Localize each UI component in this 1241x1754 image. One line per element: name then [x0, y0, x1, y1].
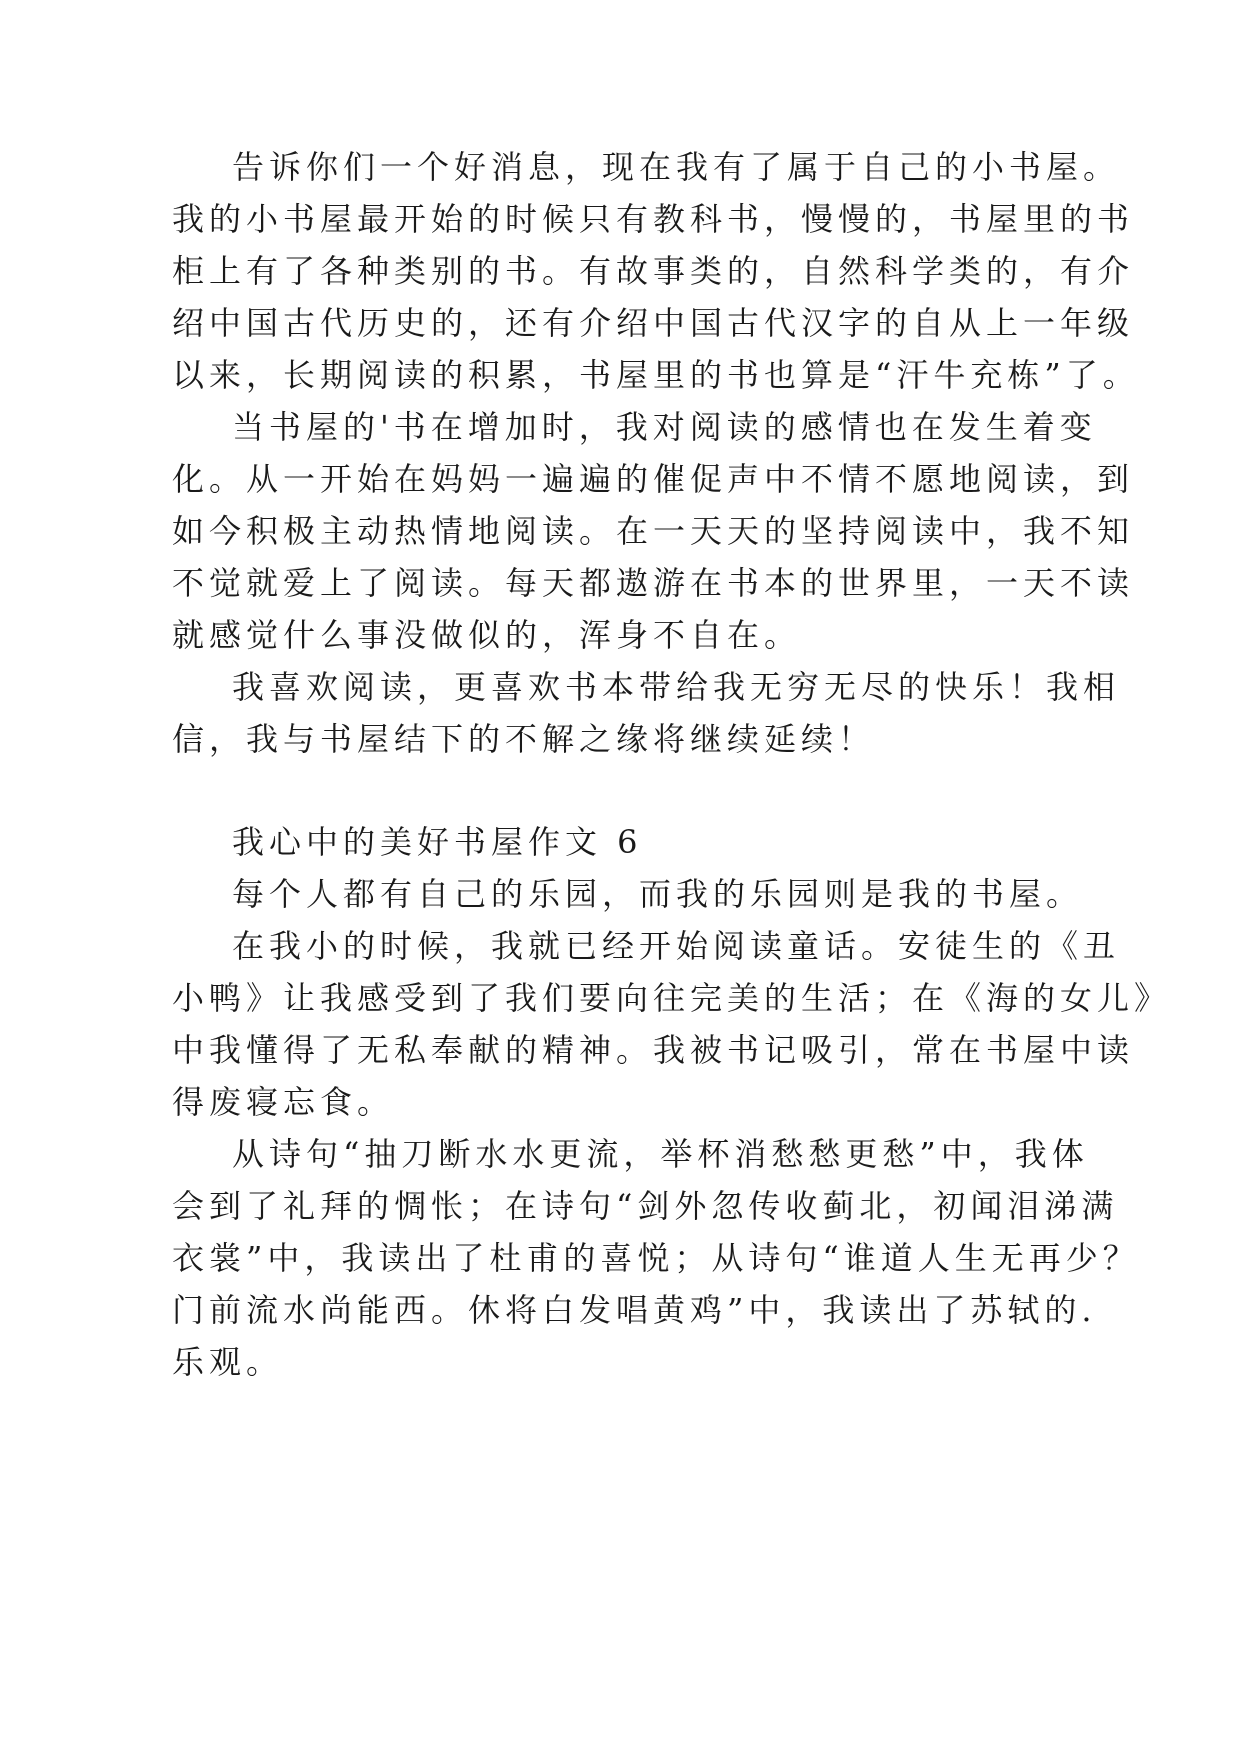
paragraph-2-line: 不觉就爱上了阅读。每天都遨游在书本的世界里，一天不读: [172, 564, 1135, 602]
paragraph-1-line: 柜上有了各种类别的书。有故事类的，自然科学类的，有介: [172, 252, 1135, 290]
paragraph-6-line: 衣裳”中，我读出了杜甫的喜悦；从诗句“谁道人生无再少？: [172, 1239, 1140, 1277]
paragraph-6-line: 门前流水尚能西。休将白发唱黄鸡”中，我读出了苏轼的.: [172, 1291, 1097, 1329]
paragraph-5-line: 在我小的时候，我就已经开始阅读童话。安徒生的《丑: [232, 927, 1121, 965]
paragraph-5-line: 中我懂得了无私奉献的精神。我被书记吸引，常在书屋中读: [172, 1031, 1135, 1069]
paragraph-5-line: 小鸭》让我感受到了我们要向往完美的生活；在《海的女儿》: [172, 979, 1172, 1017]
paragraph-2-line: 当书屋的'书在增加时，我对阅读的感情也在发生着变: [232, 408, 1097, 446]
paragraph-2-line: 就感觉什么事没做似的，浑身不自在。: [172, 616, 802, 654]
paragraph-4-line: 每个人都有自己的乐园，而我的乐园则是我的书屋。: [232, 875, 1084, 913]
paragraph-3-line: 我喜欢阅读，更喜欢书本带给我无穷无尽的快乐！我相: [232, 668, 1121, 706]
paragraph-5-line: 得废寝忘食。: [172, 1083, 395, 1121]
paragraph-1-line: 告诉你们一个好消息，现在我有了属于自己的小书屋。: [232, 148, 1121, 186]
paragraph-3-line: 信，我与书屋结下的不解之缘将继续延续！: [172, 720, 876, 758]
paragraph-2-line: 化。从一开始在妈妈一遍遍的催促声中不情不愿地阅读，到: [172, 460, 1135, 498]
paragraph-6-line: 会到了礼拜的惆怅；在诗句“剑外忽传收蓟北，初闻泪涕满: [172, 1187, 1119, 1225]
paragraph-6-line: 从诗句“抽刀断水水更流，举杯消愁愁更愁”中，我体: [232, 1135, 1089, 1173]
paragraph-6-line: 乐观。: [172, 1343, 284, 1381]
paragraph-1-line: 以来，长期阅读的积累，书屋里的书也算是“汗牛充栋”了。: [172, 356, 1140, 394]
section-title: 我心中的美好书屋作文 6: [232, 823, 643, 861]
paragraph-2-line: 如今积极主动热情地阅读。在一天天的坚持阅读中，我不知: [172, 512, 1135, 550]
paragraph-1-line: 绍中国古代历史的，还有介绍中国古代汉字的自从上一年级: [172, 304, 1135, 342]
paragraph-1-line: 我的小书屋最开始的时候只有教科书，慢慢的，书屋里的书: [172, 200, 1135, 238]
